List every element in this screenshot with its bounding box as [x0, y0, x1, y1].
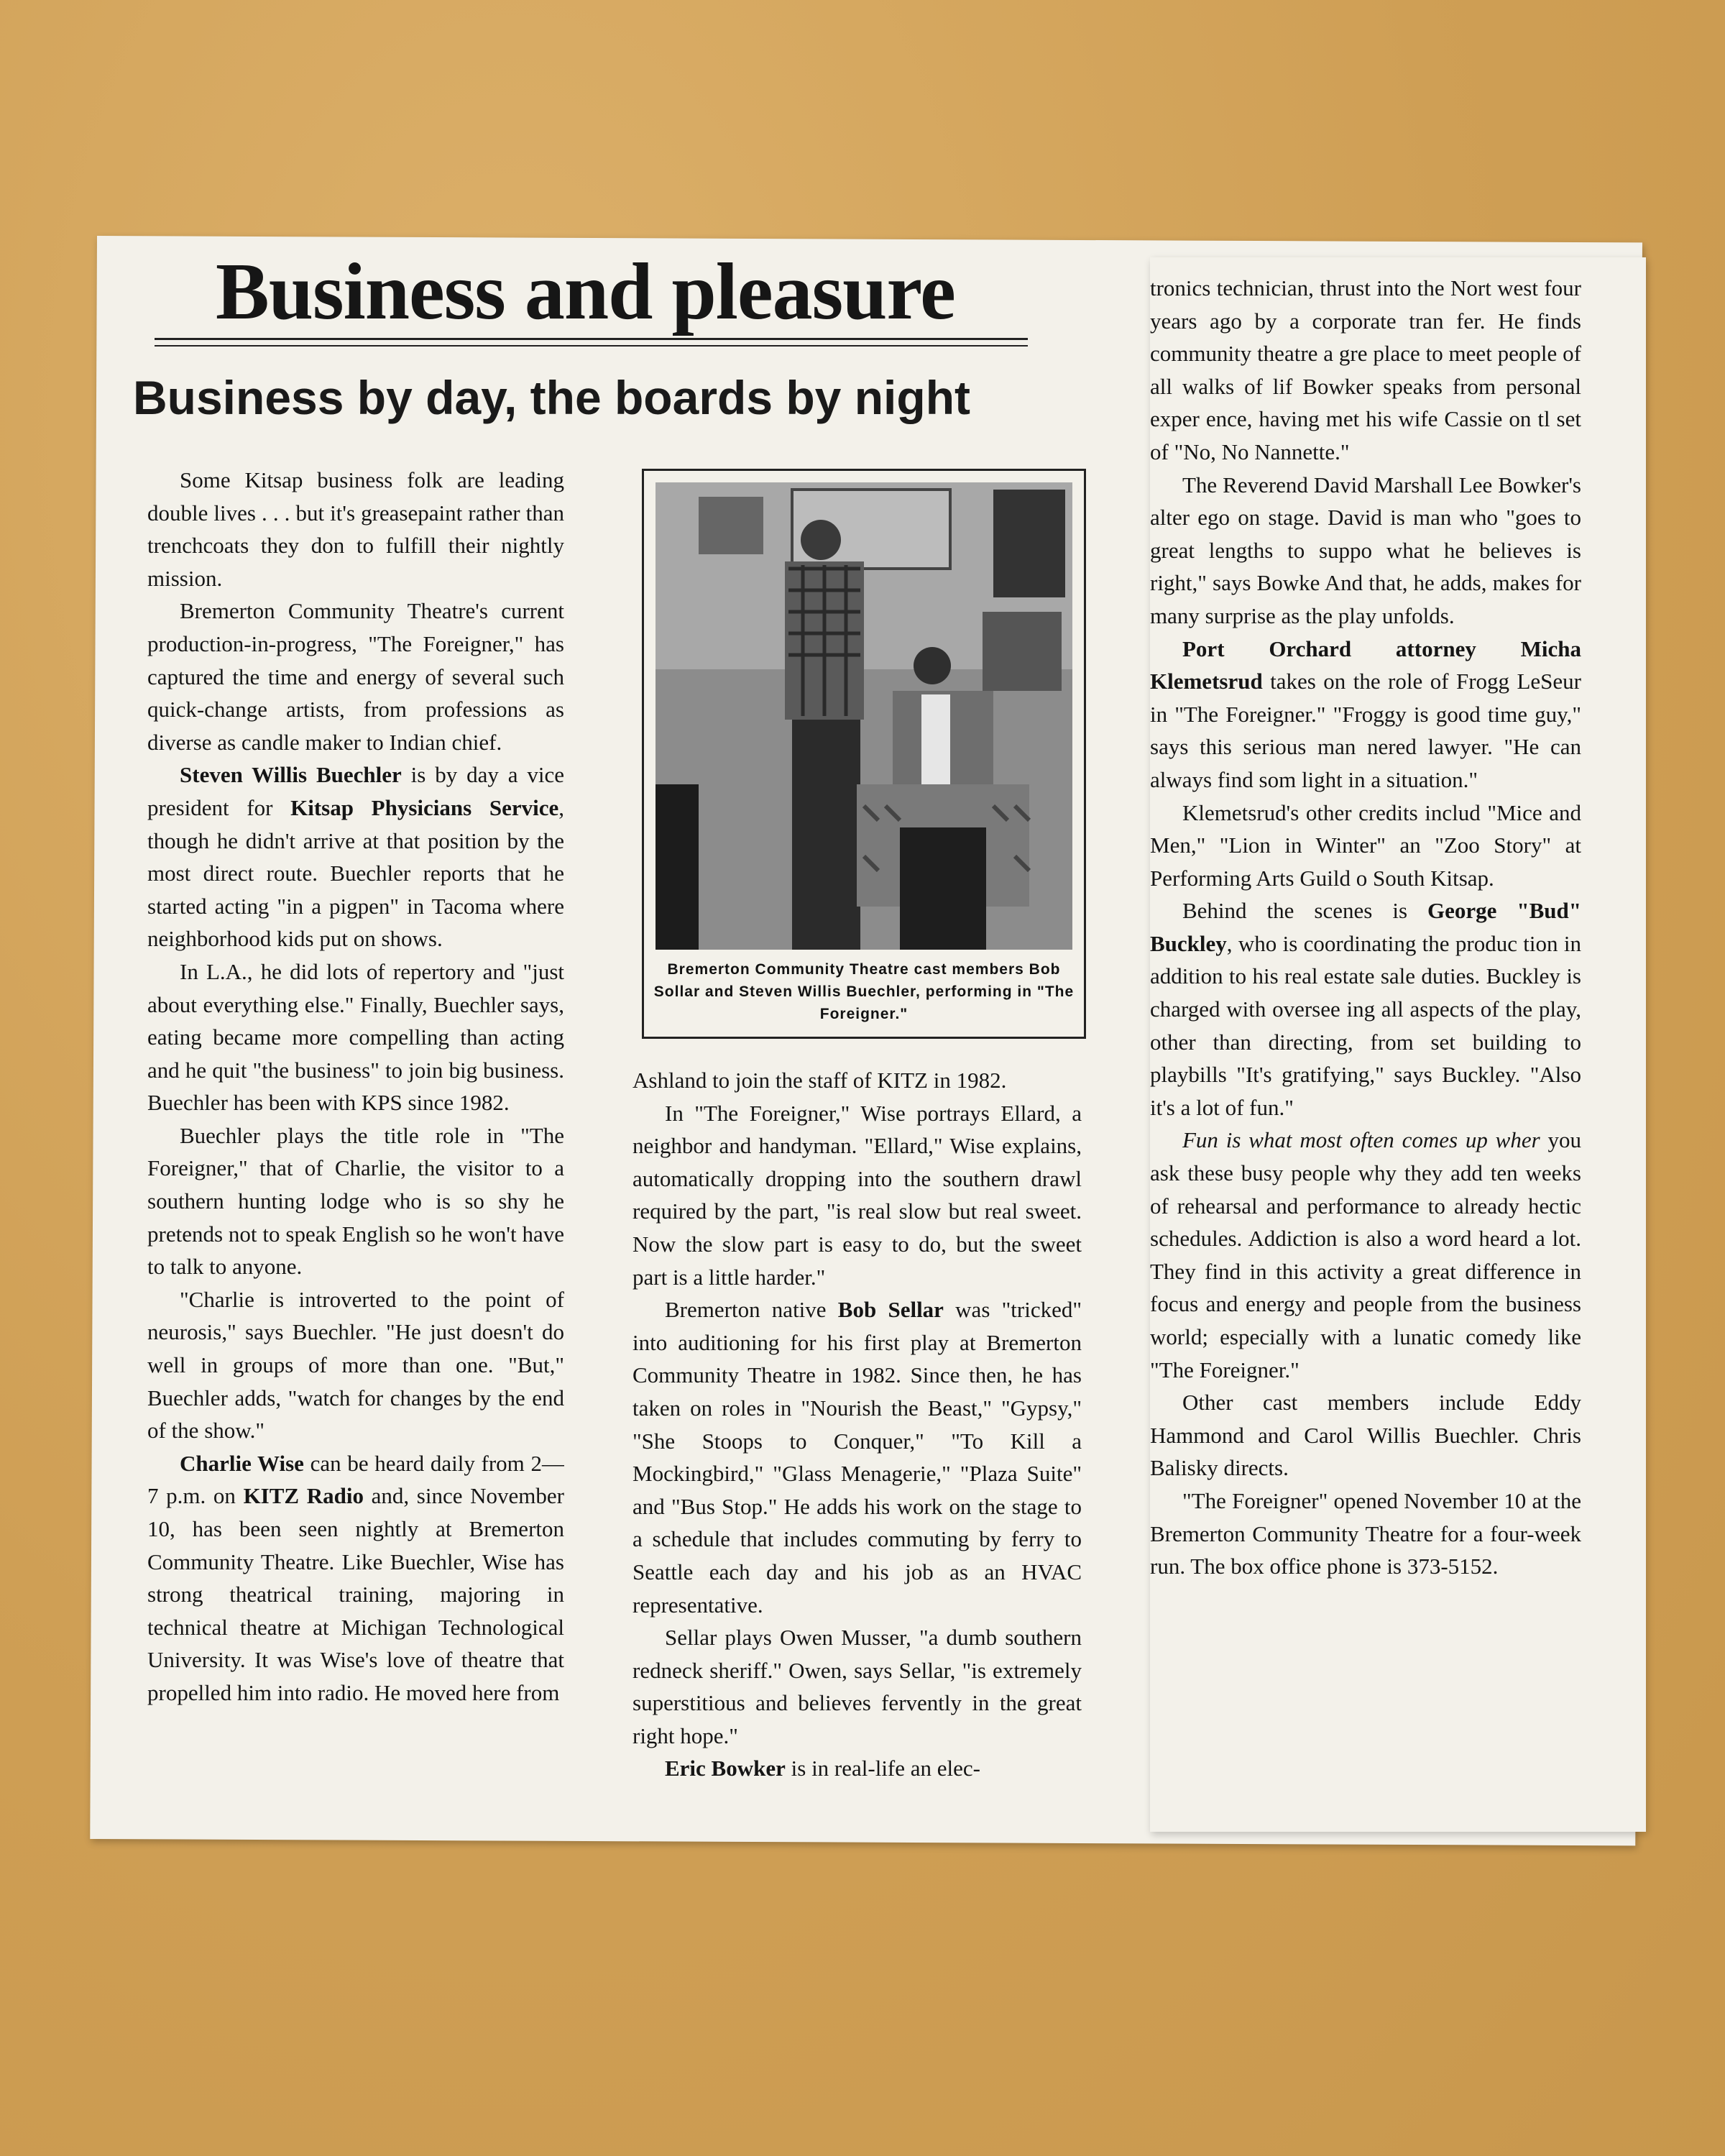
paragraph: tronics technician, thrust into the Nort west four years ago by a corporate tran fer. He finds community theatre a gre place to meet people of all walks of lif Bowker speaks from personal exper ence, having met his wife Cassie on tl set of "No, No Nannette.": [1150, 275, 1581, 464]
paragraph: Buechler plays the title role in "The Foreigner," that of Charlie, the visitor to a southern hunting lodge who is so shy he pretends not to speak English so he won't have to talk to anyone.: [147, 1122, 564, 1280]
paragraph: Fun is what most often comes up wher you ask these busy people why they add ten weeks of rehearsal and performance to already hectic schedules. Addiction is also a word heard a lot. They find in this activity a great difference in focus and energy and people from the business world; especially with a lunatic comedy like "The Foreigner.": [1150, 1127, 1581, 1382]
paragraph: Eric Bowker is in real-life an elec-: [665, 1756, 980, 1781]
paragraph: "The Foreigner" opened November 10 at the Bremerton Community Theatre for a four-week run. The box office phone is 373-5152.: [1150, 1487, 1581, 1579]
headline: Business and pleasure: [216, 247, 955, 336]
paragraph: Behind the scenes is George "Bud" Buckley, who is coordinating the produc tion in addition to his real estate sale duties. Buckley is charged with oversee ing all aspects of the play, other than directing, from set building to playbills "It's gratifying," says Buckley. "Also it's a lot of fun.": [1150, 898, 1581, 1120]
paragraph: Klemetsrud's other credits includ "Mice and Men," "Lion in Winter" an "Zoo Story" at Performing Arts Guild o South Kitsap.: [1150, 799, 1581, 891]
cast-photo: [656, 482, 1072, 950]
paragraph: The Reverend David Marshall Lee Bowker's alter ego on stage. David is man who "goes to great lengths to suppo what he believes is right," says Bowke And that, he adds, makes for many surprise as the play unfolds.: [1150, 472, 1581, 628]
paragraph: "Charlie is introverted to the point of neurosis," says Buechler. "He just doesn't do well in groups of more than one. "But," Buechler adds, "watch for changes by the end of the show.": [147, 1286, 564, 1444]
headline-rule-thin: [155, 345, 1028, 347]
photo-caption: Bremerton Community Theatre cast members Bob Sollar and Steven Willis Buechler, performing in "The Foreigner.": [653, 961, 1075, 1022]
paragraph: Charlie Wise can be heard daily from 2—7 p.m. on KITZ Radio and, since November 10, has been seen nightly at Bremerton Community Theatre. Like Buechler, Wise has strong theatrical training, majoring in technical theatre at Michigan Technological University. It was Wise's love of theatre that propelled him into radio. He moved here from: [147, 1450, 564, 1705]
paragraph: In L.A., he did lots of repertory and "just about everything else." Finally, Buechler says, eating became more compelling than acting and he quit "the business" to join big business. Buechler has been with KPS since 1982.: [147, 958, 564, 1116]
paragraph: Some Kitsap business folk are leading double lives . . . but it's greasepaint rather than trenchcoats they don to fulfill their nightly mission.: [147, 467, 564, 591]
photo-box: [642, 469, 1086, 1039]
paragraph: Sellar plays Owen Musser, "a dumb southern redneck sheriff." Owen, says Sellar, "is extremely superstitious and believes fervently in the great right hope.": [632, 1625, 1082, 1748]
headline-rule: [155, 338, 1028, 340]
subheadline: Business by day, the boards by night: [133, 371, 970, 424]
paragraph: Steven Willis Buechler is by day a vice president for Kitsap Physicians Service, though he didn't arrive at that position by the most direct route. Buechler reports that he started acting "in a pigpen" in Tacoma where neighborhood kids put on shows.: [147, 762, 564, 952]
paragraph: Port Orchard attorney Micha Klemetsrud takes on the role of Frogg LeSeur in "The Foreigner." "Froggy is good time guy," says this serious man nered lawyer. "He can always find som light in a situation.": [1150, 636, 1581, 792]
paragraph: Bremerton Community Theatre's current production-in-progress, "The Foreigner," has captured the time and energy of several such quick-change artists, from professions as diverse as candle maker to Indian chief.: [147, 598, 564, 755]
column-2: [632, 1064, 1082, 1837]
column-1: [147, 464, 564, 1837]
paragraph: Bremerton native Bob Sellar was "tricked" into auditioning for his first play at Bremerton Community Theatre in 1982. Since then, he has taken on roles in "Nourish the Beast," "Gypsy," "She Stoops to Conquer," "To Kill a Mockingbird," "Glass Menagerie," "Plaza Suite" and "Bus Stop." He adds his work on the stage to a schedule that includes commuting by ferry to Seattle each day and his job as an HVAC representative.: [632, 1297, 1082, 1618]
column-3: [1150, 272, 1581, 1810]
paragraph: Ashland to join the staff of KITZ in 1982.: [632, 1068, 1007, 1093]
paragraph: Other cast members include Eddy Hammond and Carol Willis Buechler. Chris Balisky directs.: [1150, 1390, 1581, 1481]
paragraph: In "The Foreigner," Wise portrays Ellard, a neighbor and handyman. "Ellard," Wise explains, automatically dropping into the southern drawl required by the part, "is real slow but real sweet. Now the slow part is easy to do, but the sweet part is a little harder.": [632, 1100, 1082, 1290]
